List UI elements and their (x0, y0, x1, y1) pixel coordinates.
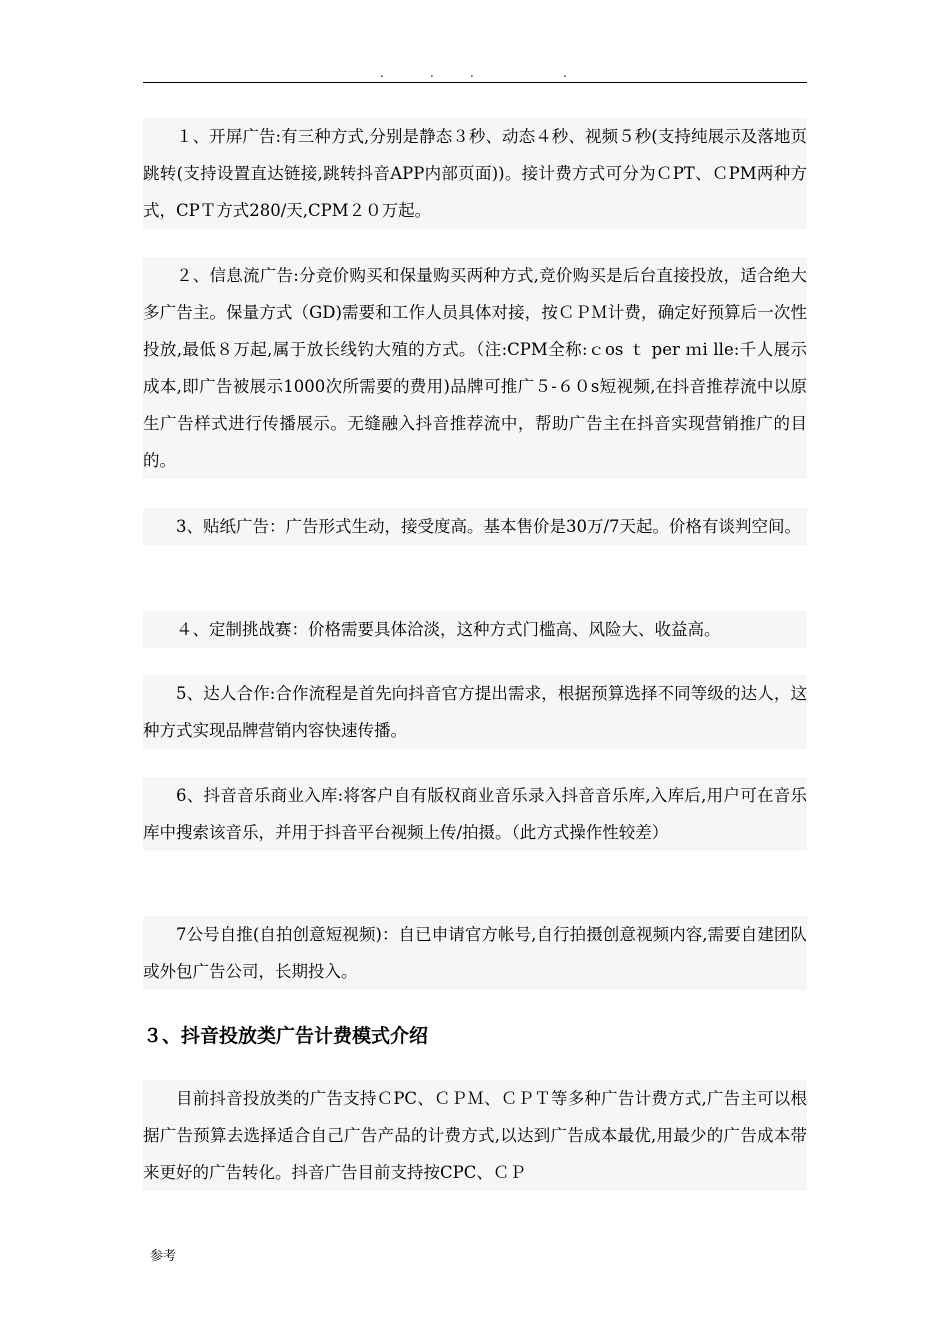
header-dot: . (430, 66, 434, 80)
paragraph-self-promotion: 7公号自推(自拍创意短视频)：自已申请官方帐号,自行拍摄创意视频内容,需要自建团队或外包广告公司，长期投入。 (143, 916, 807, 990)
paragraph-custom-challenge: ４、定制挑战赛：价格需要具体洽淡，这种方式门槛高、风险大、收益高。 (143, 611, 807, 648)
paragraph-billing-intro: 目前抖音投放类的广告支持ＣPC、ＣＰＭ、ＣＰＴ等多种广告计费方式,广告主可以根据广告预算去选择适合自己广告产品的计费方式,以达到广告成本最优,用最少的广告成本带来更好的广告转化。抖音广告目前支持按CPC、ＣＰ (143, 1080, 807, 1191)
header-dots (380, 66, 580, 80)
header-dot: . (470, 66, 474, 80)
header-rule (143, 82, 807, 83)
paragraph-influencer: 5、达人合作:合作流程是首先向抖音官方提出需求，根据预算选择不同等级的达人，这种方式实现品牌营销内容快速传播。 (143, 675, 807, 749)
paragraph-sticker-ad: 3、贴纸广告：广告形式生动，接受度高。基本售价是30万/7天起。价格有谈判空间。 (143, 508, 807, 545)
header-dot: . (380, 66, 384, 80)
paragraph-music-library: 6、抖音音乐商业入库:将客户自有版权商业音乐录入抖音音乐库,入库后,用户可在音乐库中搜索该音乐，并用于抖音平台视频上传/拍摄。（此方式操作性较差） (143, 777, 807, 851)
header-dot: . (563, 66, 567, 80)
footer-note: 参考 (150, 1249, 177, 1264)
section-heading: ３、抖音投放类广告计费模式介绍 (143, 1025, 429, 1047)
paragraph-feed-ad: ２、信息流广告:分竞价购买和保量购买两种方式,竞价购买是后台直接投放，适合绝大多广告主。保量方式（GD)需要和工作人员具体对接，按ＣＰＭ计费，确定好预算后一次性投放,最低８万起,属于放长线钓大殖的方式。（注:CPM全称:ｃos ｔ per ｍi lle:千人展示成本,即广告被展示1000次所需要的费用)品牌可推广５-６０s短视频,在抖音推荐流中以原生广告样式进行传播展示。无缝融入抖音推荐流中，帮助广告主在抖音实现营销推广的目的。 (143, 257, 807, 479)
paragraph-splash-ad: １、开屏广告:有三种方式,分别是静态３秒、动态４秒、视频５秒(支持纯展示及落地页跳转(支持设置直达链接,跳转抖音APP内部页面))。接计费方式可分为ＣPT、ＣPM两种方式，CPＴ方式280/天,CPM２０万起。 (143, 118, 807, 229)
